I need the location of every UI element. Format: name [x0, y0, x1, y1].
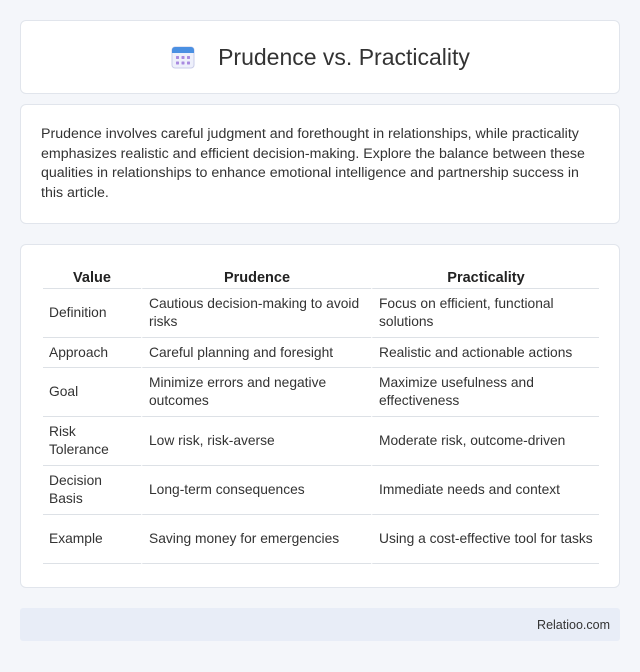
calendar-icon — [170, 44, 196, 70]
intro-card — [20, 104, 620, 224]
practicality-cell: Immediate needs and context — [371, 466, 599, 515]
row-label: Approach — [43, 338, 141, 368]
column-header-value: Value — [43, 265, 141, 289]
table-row — [43, 338, 599, 368]
practicality-cell: Realistic and actionable actions — [371, 338, 599, 368]
table-header-row — [43, 265, 599, 289]
prudence-cell: Saving money for emergencies — [141, 515, 371, 564]
practicality-cell: Using a cost-effective tool for tasks — [371, 515, 599, 564]
title-card — [20, 20, 620, 94]
practicality-cell: Moderate risk, outcome-driven — [371, 417, 599, 466]
table-row — [43, 417, 599, 466]
row-label: Decision Basis — [43, 466, 141, 515]
prudence-cell: Minimize errors and negative outcomes — [141, 368, 371, 417]
footer-site-link[interactable]: Relatioo.com — [537, 617, 610, 632]
row-label: Goal — [43, 368, 141, 417]
prudence-cell: Low risk, risk-averse — [141, 417, 371, 466]
row-label: Example — [43, 515, 141, 564]
row-label: Definition — [43, 289, 141, 338]
practicality-cell: Focus on efficient, functional solutions — [371, 289, 599, 338]
table-row — [43, 368, 599, 417]
practicality-cell: Maximize usefulness and effectiveness — [371, 368, 599, 417]
comparison-table — [43, 265, 599, 564]
column-header-practicality: Practicality — [371, 265, 599, 289]
column-header-prudence: Prudence — [141, 265, 371, 289]
prudence-cell: Cautious decision-making to avoid risks — [141, 289, 371, 338]
intro-text: Prudence involves careful judgment and forethought in relationships, while practicality emphasizes realistic and efficient decision-making. Explore the balance between these qualities in relationships to enhance emotional intelligence and partnership success in this article. — [41, 126, 585, 201]
footer — [20, 608, 620, 641]
page-title: Prudence vs. Practicality — [218, 43, 470, 70]
table-row — [43, 515, 599, 564]
comparison-table-card — [20, 244, 620, 588]
row-label: Risk Tolerance — [43, 417, 141, 466]
prudence-cell: Long-term consequences — [141, 466, 371, 515]
table-row — [43, 466, 599, 515]
prudence-cell: Careful planning and foresight — [141, 338, 371, 368]
table-row — [43, 289, 599, 338]
